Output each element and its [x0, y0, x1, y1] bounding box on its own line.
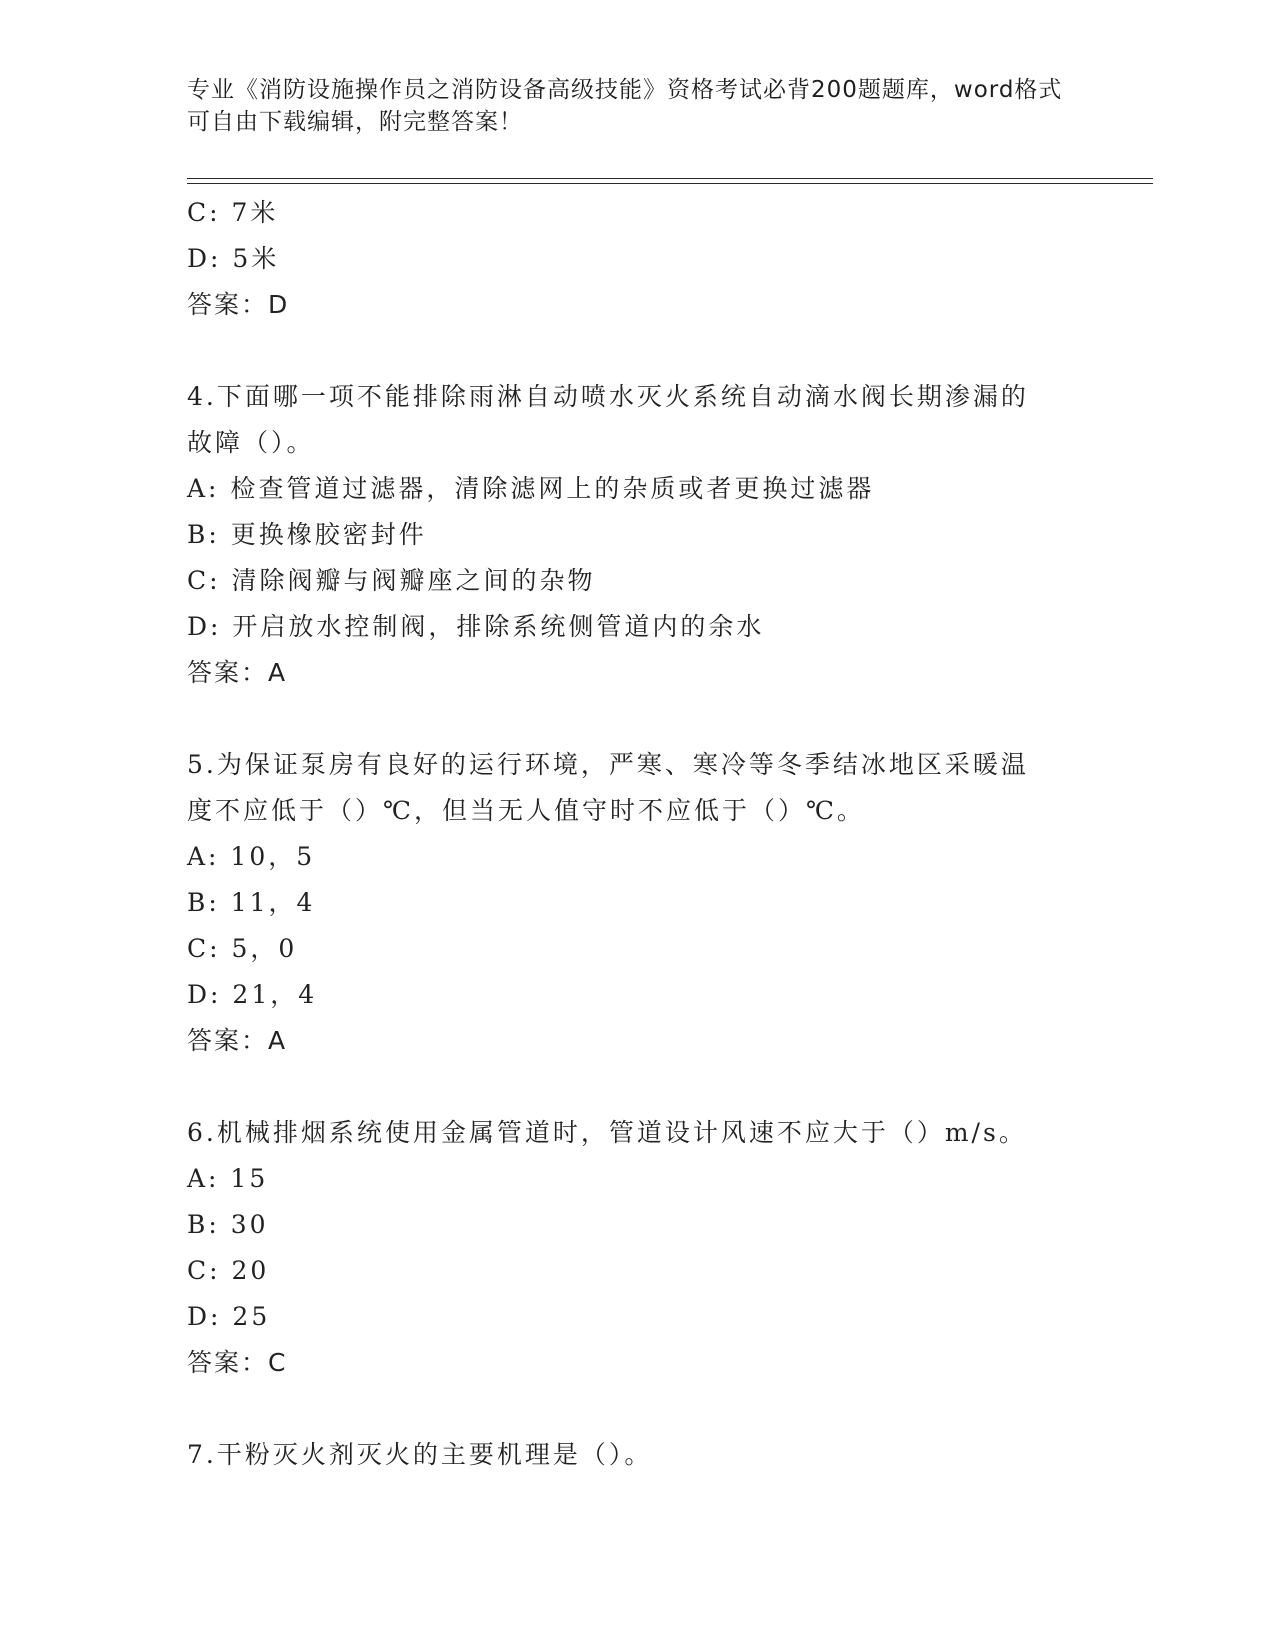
- question-stem: 度不应低于（）℃，但当无人值守时不应低于（）℃。: [187, 796, 865, 825]
- question-4: [187, 374, 1067, 696]
- question-spacer: [187, 1386, 1067, 1432]
- option-a: A: 10，5: [187, 842, 316, 871]
- option-c: C: 7米: [187, 198, 279, 227]
- option-a: A: 15: [187, 1164, 269, 1193]
- question-6: [187, 1110, 1067, 1386]
- answer: 答案：D: [187, 290, 290, 319]
- answer: 答案：A: [187, 658, 288, 687]
- option-b: B: 30: [187, 1210, 269, 1239]
- question-stem: 5.为保证泵房有良好的运行环境，严寒、寒冷等冬季结冰地区采暖温: [187, 750, 1029, 779]
- option-c: C: 20: [187, 1256, 270, 1285]
- option-a: A: 检查管道过滤器，清除滤网上的杂质或者更换过滤器: [187, 474, 875, 503]
- question-7: [187, 1432, 1067, 1478]
- question-5: [187, 742, 1067, 1064]
- question-stem: 4.下面哪一项不能排除雨淋自动喷水灭火系统自动滴水阀长期渗漏的: [187, 382, 1029, 411]
- question-spacer: [187, 696, 1067, 742]
- header-divider-top: [187, 178, 1153, 179]
- document-header: 专业《消防设施操作员之消防设备高级技能》资格考试必背200题题库，word格式可自由下载编辑，附完整答案！: [187, 77, 1063, 135]
- option-d: D: 5米: [187, 244, 280, 273]
- answer: 答案：A: [187, 1026, 288, 1055]
- question-stem: 7.干粉灭火剂灭火的主要机理是（）。: [187, 1440, 653, 1469]
- question-stem: 故障（）。: [187, 428, 315, 457]
- question-stem: 6.机械排烟系统使用金属管道时，管道设计风速不应大于（）m/s。: [187, 1118, 1027, 1147]
- option-d: D: 25: [187, 1302, 271, 1331]
- question-spacer: [187, 328, 1067, 374]
- answer: 答案：C: [187, 1348, 288, 1377]
- question-3: [187, 190, 1067, 328]
- option-b: B: 更换橡胶密封件: [187, 520, 427, 549]
- option-d: D: 21，4: [187, 980, 318, 1009]
- question-list: [187, 190, 1067, 1478]
- header-divider-bottom: [187, 183, 1153, 184]
- option-d: D: 开启放水控制阀，排除系统侧管道内的余水: [187, 612, 765, 641]
- option-c: C: 清除阀瓣与阀瓣座之间的杂物: [187, 566, 596, 595]
- option-b: B: 11，4: [187, 888, 316, 917]
- option-c: C: 5，0: [187, 934, 298, 963]
- question-spacer: [187, 1064, 1067, 1110]
